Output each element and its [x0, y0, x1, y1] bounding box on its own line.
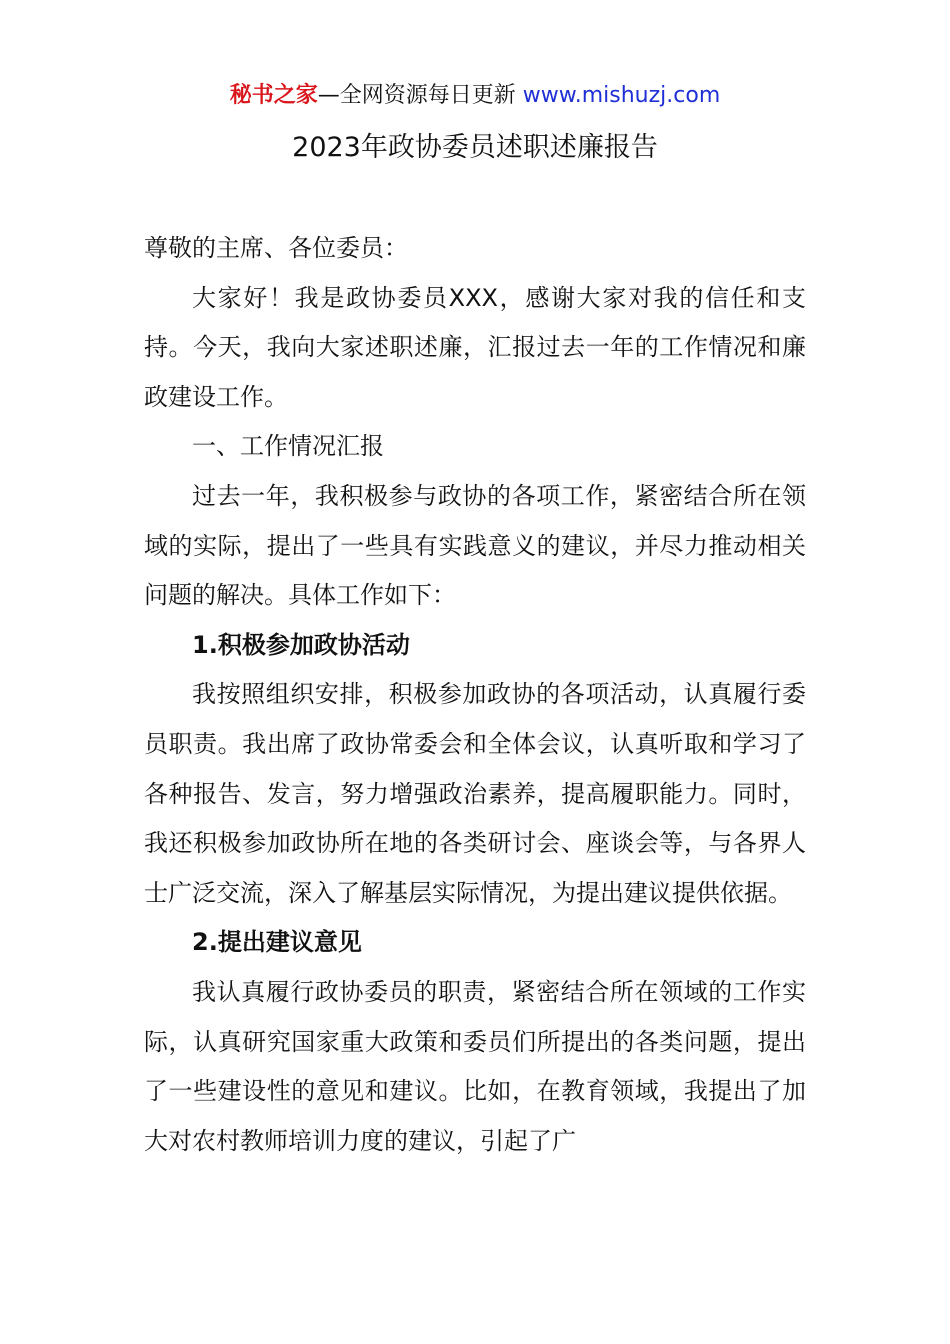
subheading-1: 1.积极参加政协活动 — [192, 630, 410, 659]
salutation: 尊敬的主席、各位委员： — [144, 234, 408, 262]
site-tagline: —全网资源每日更新 — [317, 83, 516, 108]
section-heading-1: 一、工作情况汇报 — [192, 432, 384, 461]
subheading-2: 2.提出建议意见 — [192, 928, 362, 957]
document-title: 2023年政协委员述职述廉报告 — [292, 132, 658, 163]
paragraph-work-summary: 过去一年，我积极参与政协的各项工作，紧密结合所在领域的实际，提出了一些具有实践意义的建议，并尽力推动相关问题的解决。具体工作如下： — [144, 481, 806, 610]
document-body — [144, 224, 806, 1166]
site-url-link[interactable]: www.mishuzj.com — [522, 83, 721, 108]
site-header — [0, 80, 950, 112]
site-brand: 秘书之家 — [229, 83, 318, 108]
paragraph-activities: 我按照组织安排，积极参加政协的各项活动，认真履行委员职责。我出席了政协常委会和全体会议，认真听取和学习了各种报告、发言，努力增强政治素养，提高履职能力。同时，我还积极参加政协所在地的各类研讨会、座谈会等，与各界人士广泛交流，深入了解基层实际情况，为提出建议提供依据。 — [144, 680, 806, 907]
paragraph-suggestions: 我认真履行政协委员的职责，紧密结合所在领域的工作实际，认真研究国家重大政策和委员们所提出的各类问题，提出了一些建设性的意见和建议。比如，在教育领域，我提出了加大对农村教师培训力度的建议，引起了广 — [144, 977, 806, 1155]
paragraph-intro: 大家好！我是政协委员XXX，感谢大家对我的信任和支持。今天，我向大家述职述廉，汇报过去一年的工作情况和廉政建设工作。 — [144, 283, 806, 411]
